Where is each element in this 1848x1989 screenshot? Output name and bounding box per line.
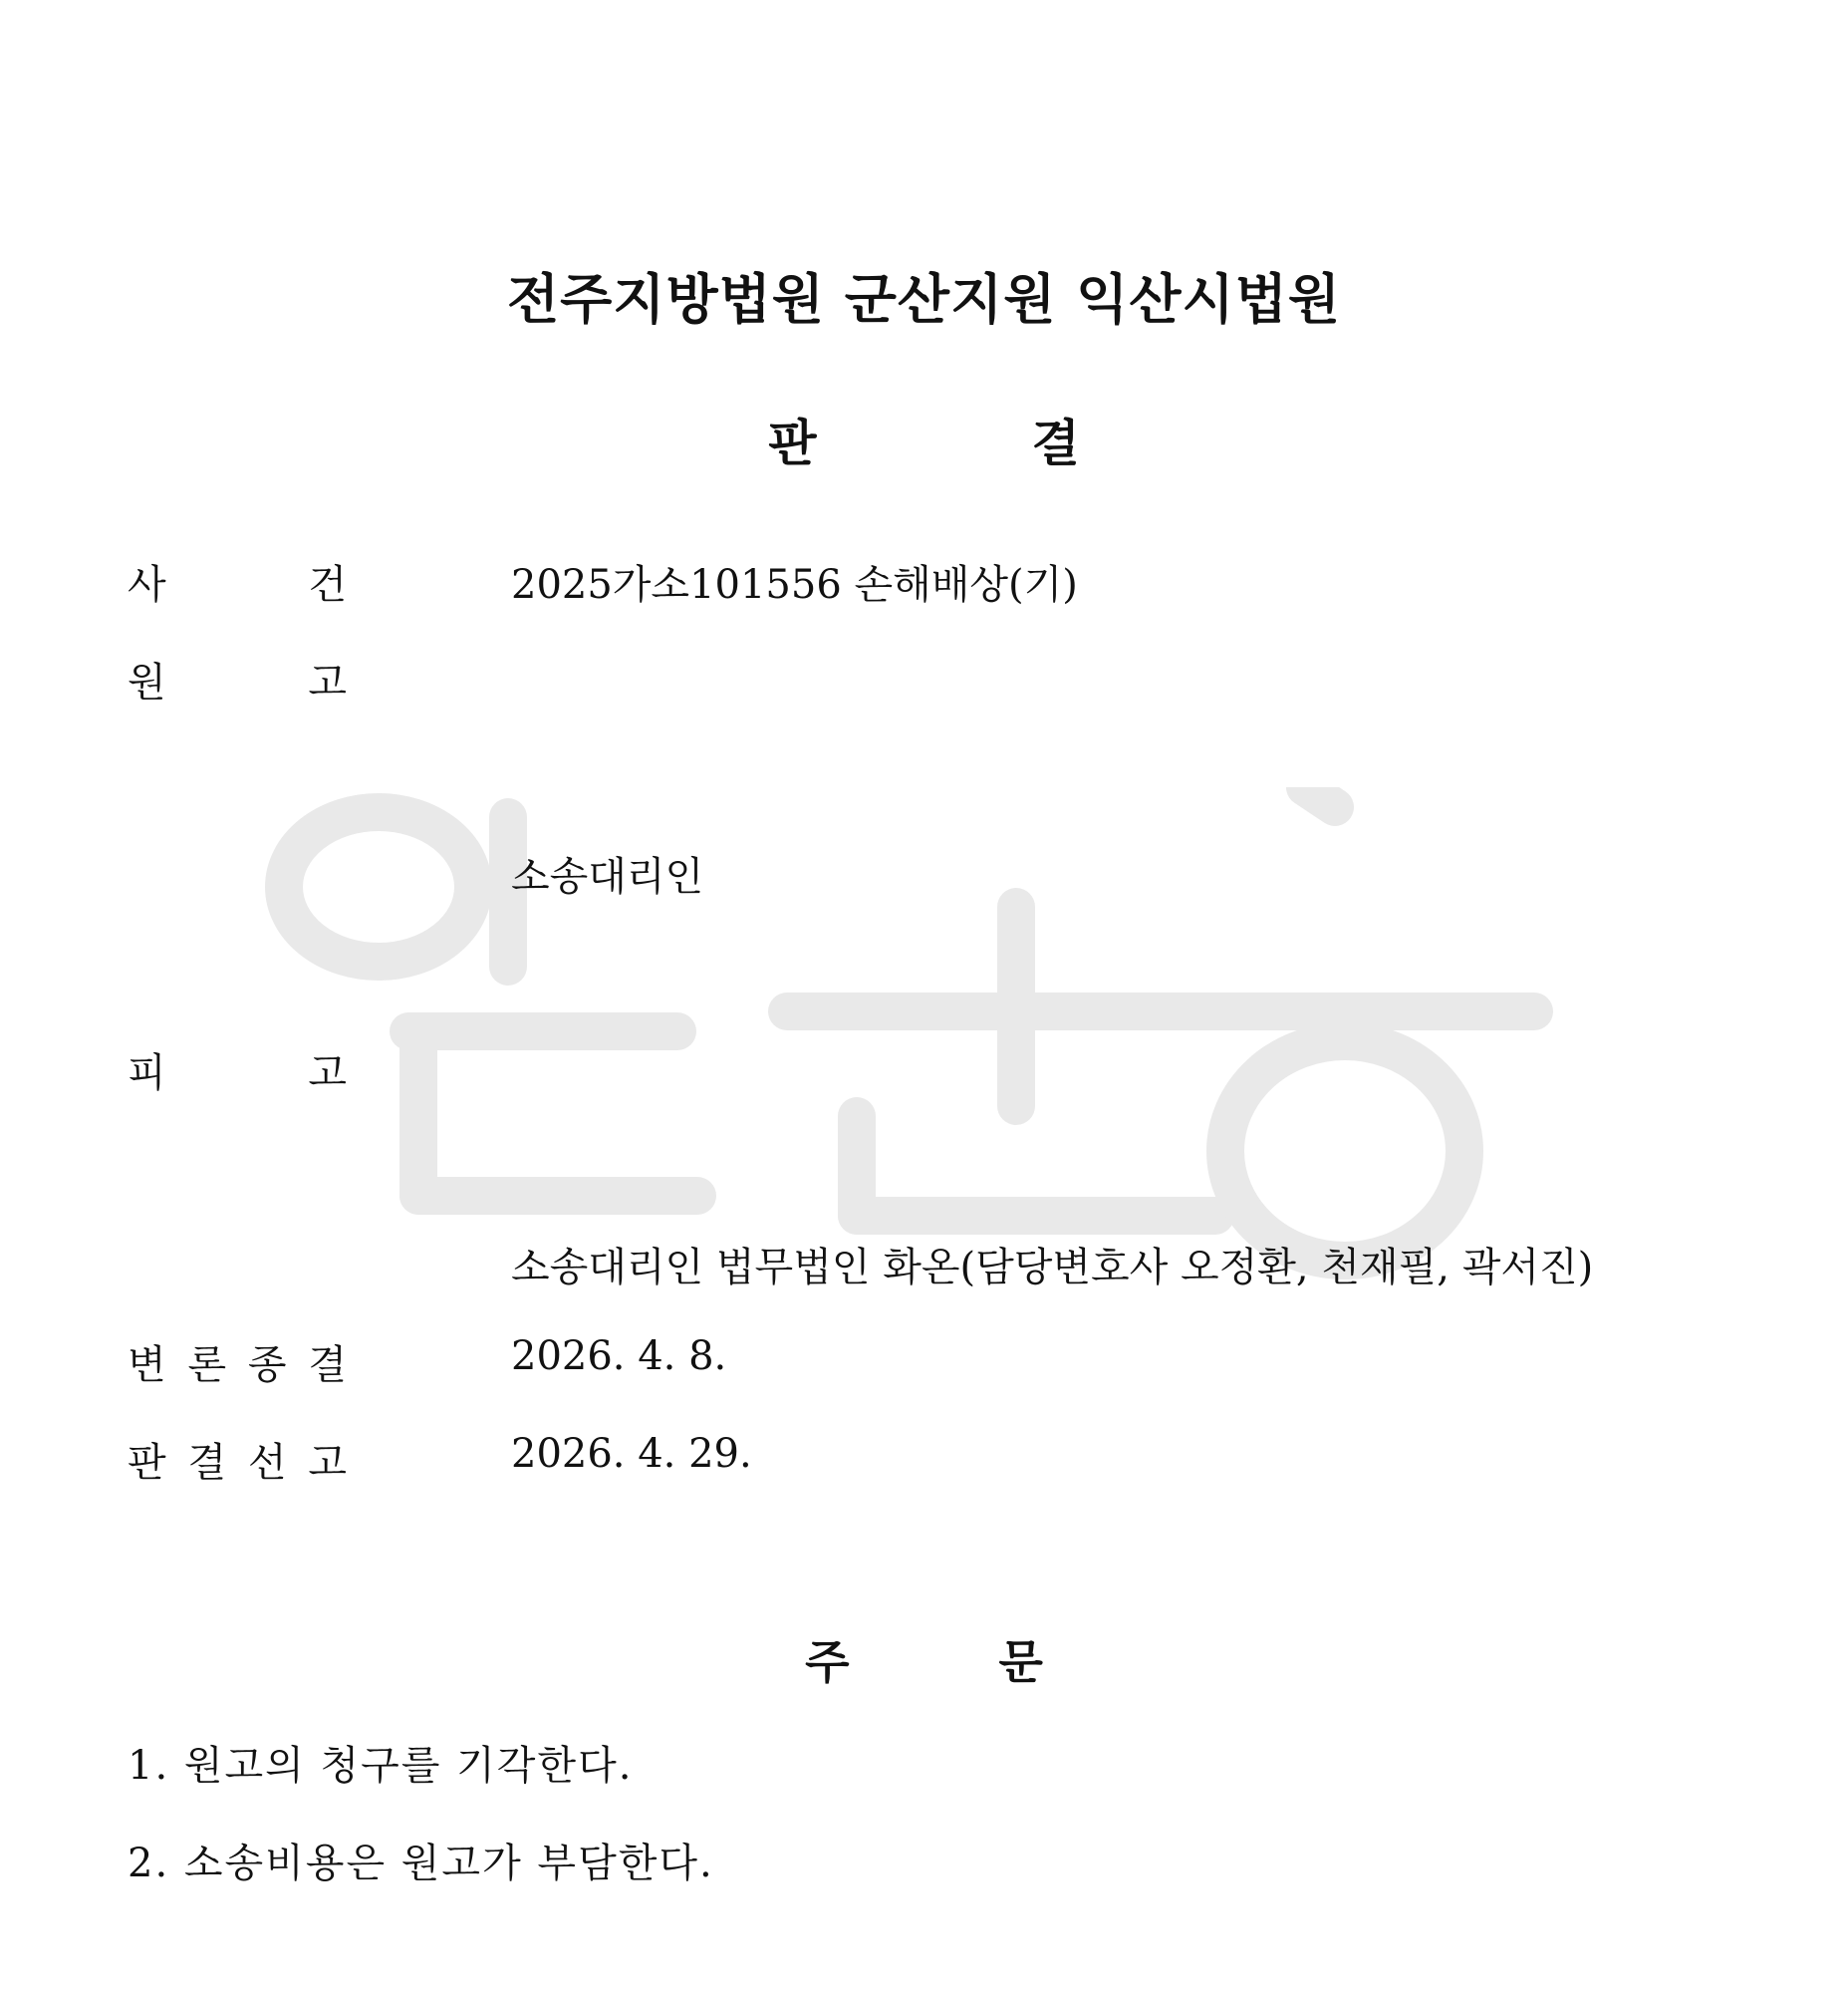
judgment-date-label-char: 선 <box>247 1440 287 1486</box>
judgment-date: 2026. 4. 29. <box>511 1431 752 1477</box>
plaintiff-label-char: 원 <box>128 660 166 706</box>
order-title-char-1: 주 <box>805 1635 850 1689</box>
judgment-date-label-char: 결 <box>187 1440 227 1486</box>
judgment-date-label-char: 고 <box>308 1440 347 1486</box>
hearing-closed-label-char: 결 <box>308 1342 347 1388</box>
plaintiff-label-char: 고 <box>308 660 347 706</box>
case-label-char: 사 <box>128 562 166 608</box>
order-title-char-2: 문 <box>998 1635 1043 1689</box>
watermark-stamp <box>259 787 1574 1285</box>
hearing-closed-date: 2026. 4. 8. <box>511 1333 727 1379</box>
defendant-label-char: 피 <box>128 1050 166 1096</box>
plaintiff-label <box>128 651 347 708</box>
defendant-label-char: 고 <box>308 1050 347 1096</box>
hearing-closed-label-char: 변 <box>128 1342 166 1388</box>
case-label <box>128 553 347 610</box>
order-item-1: 1. 원고의 청구를 기각한다. <box>128 1743 634 1789</box>
hearing-closed-label-char: 종 <box>247 1342 287 1388</box>
defendant-counsel: 소송대리인 법무법인 화온(담당변호사 오정환, 천재필, 곽서진) <box>511 1245 1594 1290</box>
plaintiff-counsel: 소송대리인 <box>511 854 704 900</box>
order-item-2: 2. 소송비용은 원고가 부담한다. <box>128 1841 714 1886</box>
defendant-label <box>128 1041 347 1098</box>
court-name: 전주지방법원 군산지원 익산시법원 <box>506 268 1342 331</box>
document-title <box>0 404 1848 475</box>
case-number: 2025가소101556 손해배상(기) <box>511 562 1078 608</box>
judgment-date-label-char: 판 <box>128 1440 166 1486</box>
hearing-closed-label <box>128 1333 347 1390</box>
document-title-char-2: 결 <box>1031 415 1080 472</box>
case-label-char: 건 <box>308 562 347 608</box>
judgment-date-label <box>128 1431 347 1488</box>
hearing-closed-label-char: 론 <box>187 1342 227 1388</box>
order-section-title <box>0 1626 1848 1692</box>
document-title-char-1: 판 <box>768 415 817 472</box>
